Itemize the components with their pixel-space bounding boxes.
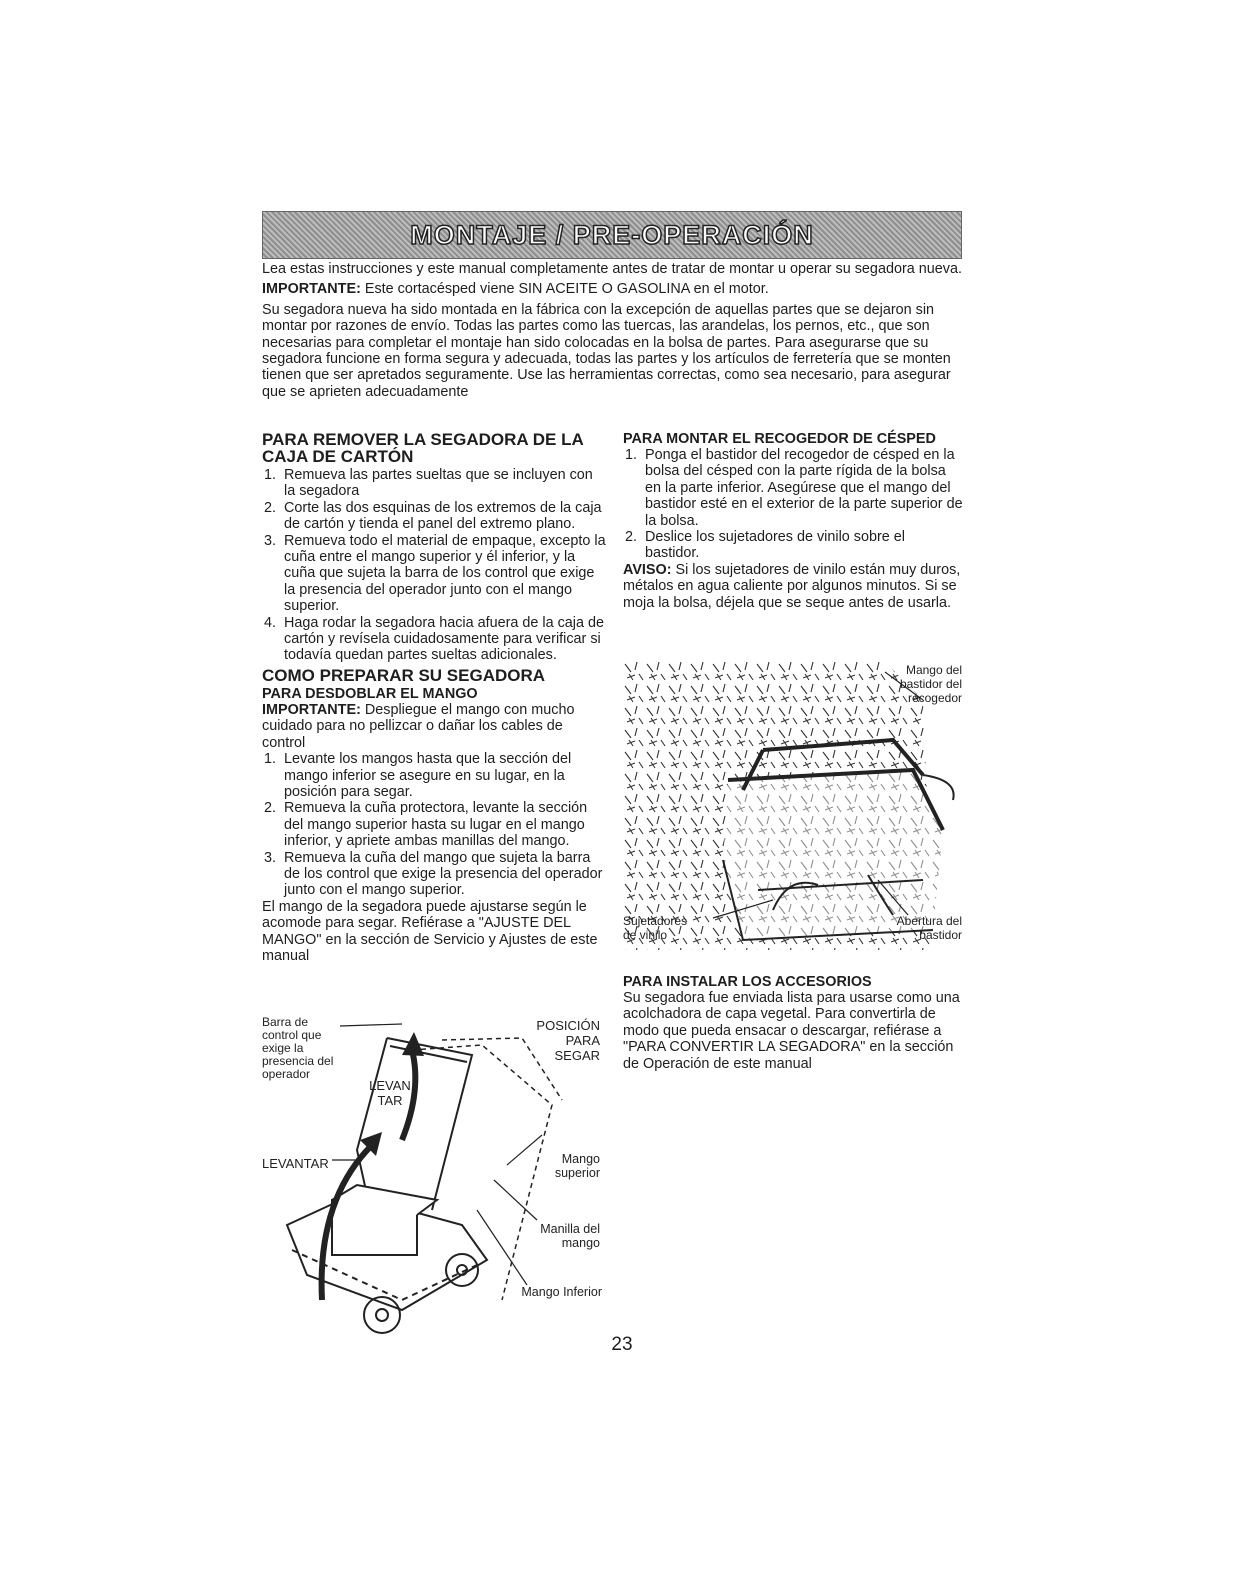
- list-item: 2. Corte las dos esquinas de los extremos de la caja de cartón y tienda el panel del extremo plano.: [264, 499, 602, 533]
- label-frame-handle: Mango del bastidor del recogedor: [899, 663, 962, 705]
- remove-steps: [262, 467, 607, 664]
- important-note: IMPORTANTE: Este cortacésped viene SIN ACEITE O GASOLINA en el motor.: [262, 281, 769, 298]
- page-number: 23: [611, 1334, 633, 1355]
- list-item: 4. Haga rodar la segadora hacia afuera de la caja de cartón y revísela cuidadosamente para verificar si todavía quedan partes sueltas adicionales.: [264, 614, 605, 664]
- list-item: 1. Levante los mangos hasta que la sección del mango inferior se asegure en su lugar, en la posición para segar.: [264, 751, 572, 800]
- list-item: 2. Deslice los sujetadores de vinilo sobre el bastidor.: [625, 529, 905, 562]
- label-lift-outer: LEVANTAR: [262, 1156, 329, 1171]
- prepare-heading: COMO PREPARAR SU SEGADORA: [262, 665, 546, 685]
- label-mowing-position: POSICIÓN PARA SEGAR: [536, 1018, 600, 1063]
- accessories-text: Su segadora fue enviada lista para usarse como una acolchadora de capa vegetal. Para convertirla de modo que pueda ensacar o descargar, refiérase a "PARA CONVERTIR LA SEGADORA" en la sección de Operación de este manual: [623, 990, 960, 1072]
- intro-assembly-paragraph: Su segadora nueva ha sido montada en la fábrica con la excepción de aquellas partes que se dejaron sin montar por razones de envío. Todas las partes como las tuercas, las arandelas, los pernos, etc., que son necesarias para completar el montaje han sido colocadas en la bolsa de partes. Para asegurarse que su segadora funcione en forma segura y adecuada, todas las partes y los artículos de ferretería que se monten tienen que ser apretados seguramente. Use las herramientas correctas, como sea necesario, para asegurar que se aprieten adecuadamente: [262, 301, 951, 400]
- label-upper-handle: Mango superior: [554, 1152, 600, 1180]
- list-item: 1. Ponga el bastidor del recogedor de césped en la bolsa del césped con la parte rígida de la bolsa en la parte inferior. Asegúrese que el mango del bastidor esté en el exterior de la parte superior de la bolsa.: [625, 447, 963, 529]
- list-item: 1. Remueva las partes sueltas que se incluyen con la segadora: [264, 467, 593, 500]
- list-item: 2. Remueva la cuña protectora, levante la sección del mango superior hasta su lugar en el mango inferior, y apriete ambas manillas del mango.: [264, 800, 588, 850]
- label-frame-opening: Abertura del bastidor: [896, 914, 962, 942]
- list-item: 3. Remueva la cuña del mango que sujeta la barra de los control que exige la presencia del operador junto con el mango superior.: [264, 849, 603, 899]
- catcher-heading: PARA MONTAR EL RECOGEDOR DE CÉSPED: [623, 431, 936, 447]
- section-banner: [262, 211, 962, 259]
- accessories-heading: PARA INSTALAR LOS ACCESORIOS: [623, 974, 872, 990]
- label-lower-handle: Mango Inferior: [521, 1285, 602, 1299]
- catcher-notice: AVISO: Si los sujetadores de vinilo están muy duros, métalos en agua caliente por algunos minutos. Si se moja la bolsa, déjela que se seque antes de usarla.: [623, 561, 961, 611]
- label-control-bar: Barra de control que exige la presencia del operador: [262, 1015, 334, 1081]
- label-lift-inner: LEVANTAR: [369, 1078, 411, 1108]
- label-vinyl-clips: Sujetadores de vinilo: [623, 914, 688, 942]
- label-handle-knob: Manilla del mango: [540, 1222, 600, 1250]
- intro-paragraph: Lea estas instrucciones y este manual completamente antes de tratar de montar u operar su segadora nueva.: [262, 261, 962, 277]
- prepare-important-note: IMPORTANTE: Despliegue el mango con mucho cuidado para no pellizcar o dañar los cables de control: [262, 701, 575, 751]
- prepare-steps: [262, 751, 607, 899]
- banner-title: MONTAJE / PRE-OPERACIÓN: [410, 219, 814, 250]
- intro-section: [262, 261, 962, 404]
- catcher-steps: [623, 447, 963, 562]
- handle-adjust-note: El mango de la segadora puede ajustarse según le acomode para segar. Refiérase a "AJUSTE DEL MANGO" en la sección de Servicio y Ajustes de este manual: [262, 898, 598, 964]
- left-column: [262, 431, 607, 964]
- remove-heading: PARA REMOVER LA SEGADORA DE LA CAJA DE CARTÓN: [262, 430, 584, 466]
- list-item: 3. Remueva todo el material de empaque, excepto la cuña entre el mango superior y él inferior, y la cuña que sujeta la barra de los control que exige la presencia del operador junto con el mango superior.: [264, 532, 606, 615]
- right-column: [623, 431, 963, 611]
- unfold-handle-subheading: PARA DESDOBLAR EL MANGO: [262, 685, 478, 702]
- accessories-section: [623, 974, 963, 1072]
